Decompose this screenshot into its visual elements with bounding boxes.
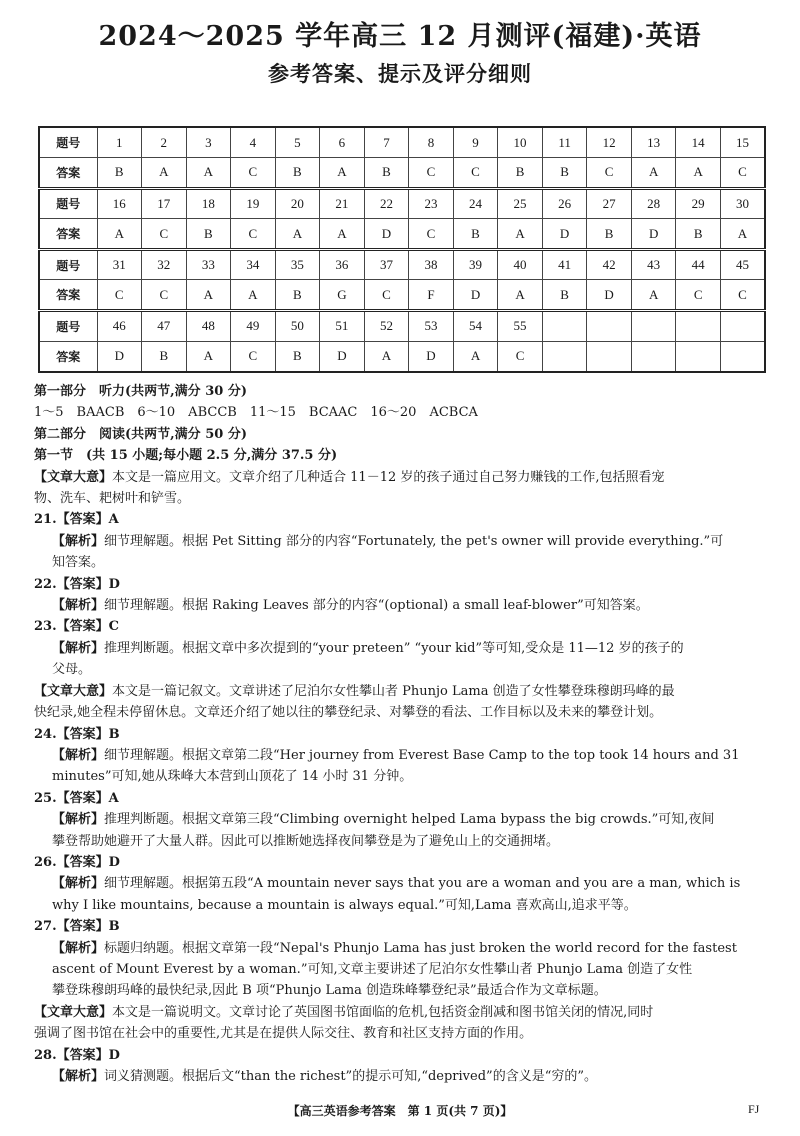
question-number-cell: 21: [320, 188, 365, 219]
q27-explanation-cont: ascent of Mount Everest by a woman.”可知,文章主要讲述了尼泊尔女性攀山者 Phunjo Lama 创造了女性: [52, 961, 693, 977]
answer-cell: A: [498, 280, 543, 311]
answer-cell: D: [364, 219, 409, 250]
answer-cell: B: [142, 341, 187, 372]
q26-explanation-cont: why I like mountains, because a mountain is always equal.”可知,Lama 喜欢高山,追求平等。: [52, 897, 637, 913]
question-number-cell: 2: [142, 127, 187, 158]
answer-cell: B: [587, 219, 632, 250]
question-number-cell: 12: [587, 127, 632, 158]
question-number-cell: 23: [409, 188, 454, 219]
question-number-cell: 27: [587, 188, 632, 219]
question-number-cell: 3: [186, 127, 231, 158]
part1-answers: 1～5 BAACB 6～10 ABCCB 11～15 BCAAC 16～20 ACBCA: [34, 405, 478, 421]
answer-cell: C: [720, 158, 765, 189]
answer-cell: B: [498, 158, 543, 189]
question-number-cell: 35: [275, 249, 320, 280]
answer-cell: C: [97, 280, 142, 311]
question-number-cell: 13: [631, 127, 676, 158]
question-number-cell: 24: [453, 188, 498, 219]
answer-cell: B: [275, 280, 320, 311]
question-number-cell: 45: [720, 249, 765, 280]
question-number-cell: 32: [142, 249, 187, 280]
question-number-cell: 28: [631, 188, 676, 219]
question-number-row: [39, 188, 765, 219]
question-label-cell: 题号: [39, 188, 97, 219]
question-number-cell: 11: [542, 127, 587, 158]
answer-cell: A: [275, 219, 320, 250]
answer-cell: B: [453, 219, 498, 250]
page-title: 2024～2025 学年高三 12 月测评(福建)·英语: [98, 21, 702, 52]
question-number-cell: [676, 311, 721, 342]
answer-cell: G: [320, 280, 365, 311]
answer-cell: C: [676, 280, 721, 311]
passage-c-summary: 【文章大意】本文是一篇说明文。文章讨论了英国图书馆面临的危机,包括资金削减和图书馆关闭的情况,同时: [34, 1004, 654, 1020]
question-number-cell: [720, 311, 765, 342]
question-number-cell: 26: [542, 188, 587, 219]
question-number-cell: 39: [453, 249, 498, 280]
question-number-cell: 37: [364, 249, 409, 280]
question-number-cell: 1: [97, 127, 142, 158]
question-number-cell: 44: [676, 249, 721, 280]
question-number-cell: [542, 311, 587, 342]
q21-explanation-cont: 知答案。: [52, 555, 105, 571]
question-number-cell: [631, 311, 676, 342]
question-number-cell: 4: [231, 127, 276, 158]
answer-row: [39, 341, 765, 372]
answer-cell: A: [97, 219, 142, 250]
q25-answer: 25.【答案】A: [34, 790, 119, 806]
answer-cell: A: [720, 219, 765, 250]
answer-cell: C: [587, 158, 632, 189]
answer-cell: A: [498, 219, 543, 250]
question-number-cell: 18: [186, 188, 231, 219]
question-number-cell: 47: [142, 311, 187, 342]
question-number-cell: 54: [453, 311, 498, 342]
q26-explanation: 【解析】细节理解题。根据第五段“A mountain never says that you are a woman and you are a man, which is: [52, 876, 741, 892]
answer-row: [39, 280, 765, 311]
page-footer: 【高三英语参考答案 第 1 页(共 7 页)】: [287, 1104, 513, 1118]
question-number-cell: 50: [275, 311, 320, 342]
question-number-cell: 36: [320, 249, 365, 280]
answer-cell: D: [97, 341, 142, 372]
q22-explanation: 【解析】细节理解题。根据 Raking Leaves 部分的内容“(optional) a small leaf-blower”可知答案。: [52, 598, 649, 614]
answer-cell: B: [186, 219, 231, 250]
part1-heading: 第一部分 听力(共两节,满分 30 分): [34, 384, 247, 399]
answer-cell: [631, 341, 676, 372]
answer-cell: [720, 341, 765, 372]
question-number-cell: 8: [409, 127, 454, 158]
question-number-cell: 20: [275, 188, 320, 219]
question-number-cell: 38: [409, 249, 454, 280]
passage-a-summary: 【文章大意】本文是一篇应用文。文章介绍了几种适合 11－12 岁的孩子通过自己努力赚钱的工作,包括照看宠: [34, 469, 665, 485]
answer-cell: A: [453, 341, 498, 372]
question-number-cell: 49: [231, 311, 276, 342]
question-number-cell: 22: [364, 188, 409, 219]
answer-cell: A: [186, 280, 231, 311]
region-code: FJ: [748, 1102, 760, 1116]
answer-cell: C: [142, 280, 187, 311]
answer-cell: [587, 341, 632, 372]
question-number-cell: 34: [231, 249, 276, 280]
q26-answer: 26.【答案】D: [34, 854, 120, 870]
question-number-cell: 33: [186, 249, 231, 280]
q28-answer: 28.【答案】D: [34, 1047, 120, 1063]
question-number-cell: 5: [275, 127, 320, 158]
answer-cell: D: [409, 341, 454, 372]
answer-cell: B: [676, 219, 721, 250]
answer-cell: B: [542, 280, 587, 311]
answer-label-cell: 答案: [39, 158, 97, 189]
answer-cell: C: [720, 280, 765, 311]
question-number-row: [39, 249, 765, 280]
q24-explanation-cont: minutes”可知,她从珠峰大本营到山顶花了 14 小时 31 分钟。: [52, 769, 413, 785]
q24-explanation: 【解析】细节理解题。根据文章第二段“Her journey from Everest Base Camp to the top took 14 hours and 31: [52, 747, 740, 763]
q21-explanation: 【解析】细节理解题。根据 Pet Sitting 部分的内容“Fortunately, the pet's owner will provide everything.”可: [52, 533, 724, 549]
answer-cell: C: [409, 158, 454, 189]
question-number-cell: 10: [498, 127, 543, 158]
q27-explanation-cont2: 攀登珠穆朗玛峰的最快纪录,因此 B 项“Phunjo Lama 创造珠峰攀登纪录”最适合作为文章标题。: [52, 983, 607, 999]
q23-answer: 23.【答案】C: [34, 619, 119, 635]
answer-cell: A: [142, 158, 187, 189]
answer-label-cell: 答案: [39, 280, 97, 311]
q24-answer: 24.【答案】B: [34, 726, 120, 742]
q25-explanation-cont: 攀登帮助她避开了大量人群。因此可以推断她选择夜间攀登是为了避免山上的交通拥堵。: [52, 833, 560, 849]
question-number-cell: 41: [542, 249, 587, 280]
q27-answer: 27.【答案】B: [34, 919, 120, 935]
question-number-cell: [587, 311, 632, 342]
answer-cell: D: [542, 219, 587, 250]
answer-cell: B: [97, 158, 142, 189]
answer-cell: B: [364, 158, 409, 189]
question-number-cell: 53: [409, 311, 454, 342]
question-number-cell: 46: [97, 311, 142, 342]
answer-row: [39, 219, 765, 250]
answer-cell: B: [275, 158, 320, 189]
question-number-cell: 15: [720, 127, 765, 158]
q27-explanation: 【解析】标题归纳题。根据文章第一段“Nepal's Phunjo Lama has just broken the world record for the fastest: [52, 940, 737, 956]
question-number-cell: 40: [498, 249, 543, 280]
question-number-cell: 16: [97, 188, 142, 219]
passage-c-summary-cont: 强调了图书馆在社会中的重要性,尤其是在提供人际交往、教育和社区支持方面的作用。: [34, 1026, 533, 1042]
answer-label-cell: 答案: [39, 341, 97, 372]
part2-heading: 第二部分 阅读(共两节,满分 50 分): [34, 426, 247, 442]
question-number-cell: 6: [320, 127, 365, 158]
answer-label-cell: 答案: [39, 219, 97, 250]
q21-answer: 21.【答案】A: [34, 512, 119, 528]
question-label-cell: 题号: [39, 127, 97, 158]
q23-explanation-cont: 父母。: [52, 662, 92, 678]
question-label-cell: 题号: [39, 249, 97, 280]
question-number-cell: 19: [231, 188, 276, 219]
q22-answer: 22.【答案】D: [34, 576, 120, 592]
question-number-cell: 9: [453, 127, 498, 158]
answer-cell: C: [231, 341, 276, 372]
question-number-cell: 31: [97, 249, 142, 280]
answer-cell: A: [631, 280, 676, 311]
question-number-cell: 29: [676, 188, 721, 219]
question-number-cell: 55: [498, 311, 543, 342]
answer-cell: A: [364, 341, 409, 372]
answer-cell: A: [320, 158, 365, 189]
question-number-cell: 52: [364, 311, 409, 342]
question-number-cell: 25: [498, 188, 543, 219]
passage-b-summary-cont: 快纪录,她全程未停留休息。文章还介绍了她以往的攀登纪录、对攀登的看法、工作目标以及未来的攀登计划。: [34, 705, 663, 721]
answer-cell: B: [275, 341, 320, 372]
question-number-cell: 51: [320, 311, 365, 342]
answer-cell: A: [676, 158, 721, 189]
answer-cell: D: [587, 280, 632, 311]
section1-heading: 第一节 (共 15 小题;每小题 2.5 分,满分 37.5 分): [34, 448, 338, 464]
question-number-cell: 14: [676, 127, 721, 158]
page-subtitle: 参考答案、提示及评分细则: [268, 61, 532, 86]
answer-cell: F: [409, 280, 454, 311]
passage-b-summary: 【文章大意】本文是一篇记叙文。文章讲述了尼泊尔女性攀山者 Phunjo Lama 创造了女性攀登珠穆朗玛峰的最: [34, 683, 675, 699]
answer-cell: D: [453, 280, 498, 311]
answer-table: [38, 126, 766, 373]
answer-cell: [542, 341, 587, 372]
question-label-cell: 题号: [39, 311, 97, 342]
question-number-cell: 17: [142, 188, 187, 219]
q23-explanation: 【解析】推理判断题。根据文章中多次提到的“your preteen” “your kid”等可知,受众是 11—12 岁的孩子的: [52, 640, 684, 656]
answer-cell: C: [231, 158, 276, 189]
question-number-cell: 7: [364, 127, 409, 158]
question-number-cell: 30: [720, 188, 765, 219]
q28-explanation: 【解析】词义猜测题。根据后文“than the richest”的提示可知,“deprived”的含义是“穷的”。: [52, 1069, 597, 1084]
answer-cell: A: [320, 219, 365, 250]
answer-cell: C: [498, 341, 543, 372]
answer-cell: A: [631, 158, 676, 189]
answer-cell: C: [142, 219, 187, 250]
q25-explanation: 【解析】推理判断题。根据文章第三段“Climbing overnight helped Lama bypass the big crowds.”可知,夜间: [52, 812, 715, 828]
answer-cell: A: [231, 280, 276, 311]
answer-cell: C: [364, 280, 409, 311]
answer-cell: C: [453, 158, 498, 189]
answer-cell: A: [186, 341, 231, 372]
question-number-row: [39, 127, 765, 158]
answer-cell: [676, 341, 721, 372]
answer-explanations: [34, 381, 774, 1087]
answer-cell: B: [542, 158, 587, 189]
answer-row: [39, 158, 765, 189]
answer-cell: D: [631, 219, 676, 250]
question-number-row: [39, 311, 765, 342]
question-number-cell: 48: [186, 311, 231, 342]
question-number-cell: 43: [631, 249, 676, 280]
answer-cell: A: [186, 158, 231, 189]
passage-a-summary-cont: 物、洗车、耙树叶和铲雪。: [34, 491, 191, 507]
answer-cell: C: [409, 219, 454, 250]
answer-cell: C: [231, 219, 276, 250]
answer-cell: D: [320, 341, 365, 372]
question-number-cell: 42: [587, 249, 632, 280]
